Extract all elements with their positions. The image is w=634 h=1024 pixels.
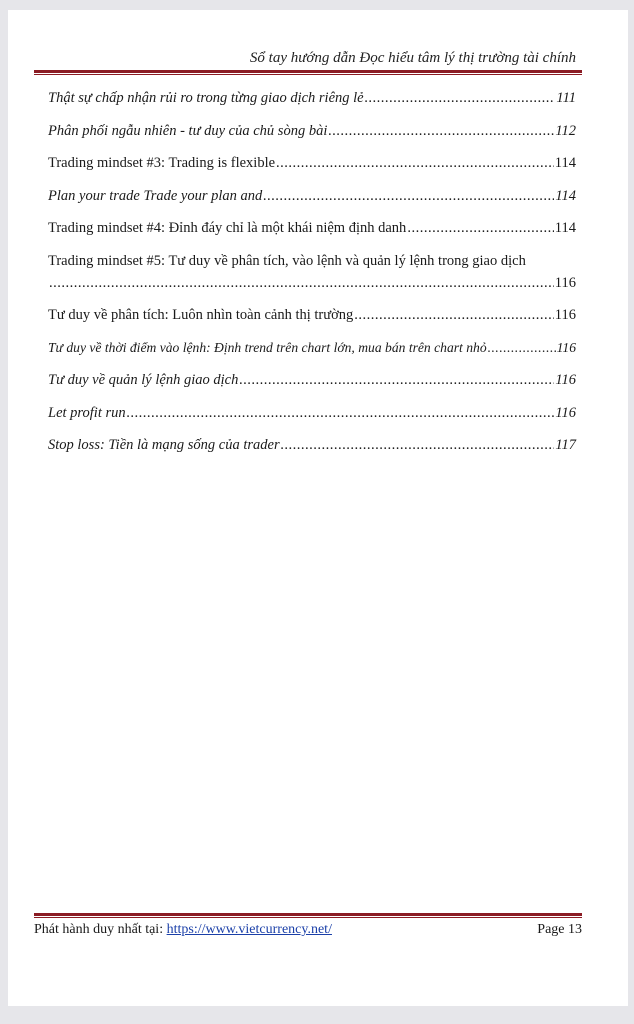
toc-leader — [407, 218, 553, 238]
document-page — [8, 10, 628, 1006]
toc-entry[interactable] — [48, 435, 576, 455]
toc-entry-page: 117 — [555, 437, 576, 453]
toc-entry-title: Phân phối ngẫu nhiên - tư duy của chủ sòng bài — [48, 122, 328, 139]
toc-leader — [49, 273, 554, 293]
footer-website-link[interactable]: https://www.vietcurrency.net/ — [166, 922, 332, 937]
toc-leader — [281, 435, 555, 455]
toc-entry-title: Trading mindset #5: Tư duy về phân tích, vào lệnh và quản lý lệnh trong giao dịch — [48, 252, 526, 269]
header-rule — [34, 70, 582, 73]
toc-entry[interactable] — [48, 186, 576, 206]
toc-entry-page: 116 — [554, 307, 576, 323]
toc-leader — [365, 88, 556, 108]
toc-entry-title: Let profit run — [48, 404, 126, 421]
toc-entry-page: 111 — [556, 90, 576, 106]
toc-entry[interactable] — [48, 121, 576, 141]
footer-publisher — [34, 922, 332, 938]
toc-entry-page: 114 — [554, 155, 576, 171]
toc-entry[interactable] — [48, 338, 576, 358]
toc-leader — [488, 338, 556, 358]
toc-leader — [328, 121, 554, 141]
toc-entry[interactable] — [48, 370, 576, 390]
toc-entry-page: 112 — [555, 122, 576, 139]
toc-entry-title: Thật sự chấp nhận rủi ro trong từng giao dịch riêng lẻ — [48, 90, 364, 106]
toc-entry-page: 116 — [556, 339, 576, 355]
toc-entry-title: Tư duy về thời điểm vào lệnh: Định trend trên chart lớn, mua bán trên chart nhỏ — [48, 339, 487, 355]
page-number: Page 13 — [537, 922, 582, 937]
toc-entry-page: 116 — [555, 404, 576, 421]
toc-entry-page: 114 — [554, 220, 576, 236]
toc-leader — [263, 186, 554, 206]
toc-entry[interactable] — [48, 305, 576, 325]
toc-leader — [354, 305, 554, 325]
page-footer — [34, 922, 582, 938]
running-header: Sổ tay hướng dẫn Đọc hiểu tâm lý thị trường tài chính — [249, 50, 576, 66]
toc-entry-title: Trading mindset #4: Đỉnh đáy chỉ là một khái niệm định danh — [48, 220, 407, 236]
toc-entry-title: Plan your trade Trade your plan and — [48, 187, 263, 204]
toc-entry-title: Tư duy về quản lý lệnh giao dịch — [48, 372, 239, 388]
toc-entry-page: 114 — [555, 187, 576, 204]
toc-leader — [276, 153, 554, 173]
table-of-contents — [48, 88, 576, 468]
toc-entry[interactable] — [48, 88, 576, 108]
toc-entry[interactable] — [48, 403, 576, 423]
toc-leader — [127, 403, 555, 423]
toc-entry[interactable] — [48, 153, 576, 173]
toc-entry-title: Trading mindset #3: Trading is flexible — [48, 155, 276, 171]
toc-entry[interactable] — [48, 251, 576, 293]
toc-entry[interactable] — [48, 218, 576, 238]
toc-entry-title: Tư duy về phân tích: Luôn nhìn toàn cảnh thị trường — [48, 307, 354, 323]
toc-leader — [239, 370, 554, 390]
toc-entry-title: Stop loss: Tiền là mạng sống của trader — [48, 437, 280, 453]
toc-entry-page: 116 — [555, 372, 576, 388]
toc-entry-page: 116 — [554, 274, 576, 291]
footer-rule — [34, 913, 582, 916]
footer-publisher-label: Phát hành duy nhất tại: — [34, 922, 167, 937]
